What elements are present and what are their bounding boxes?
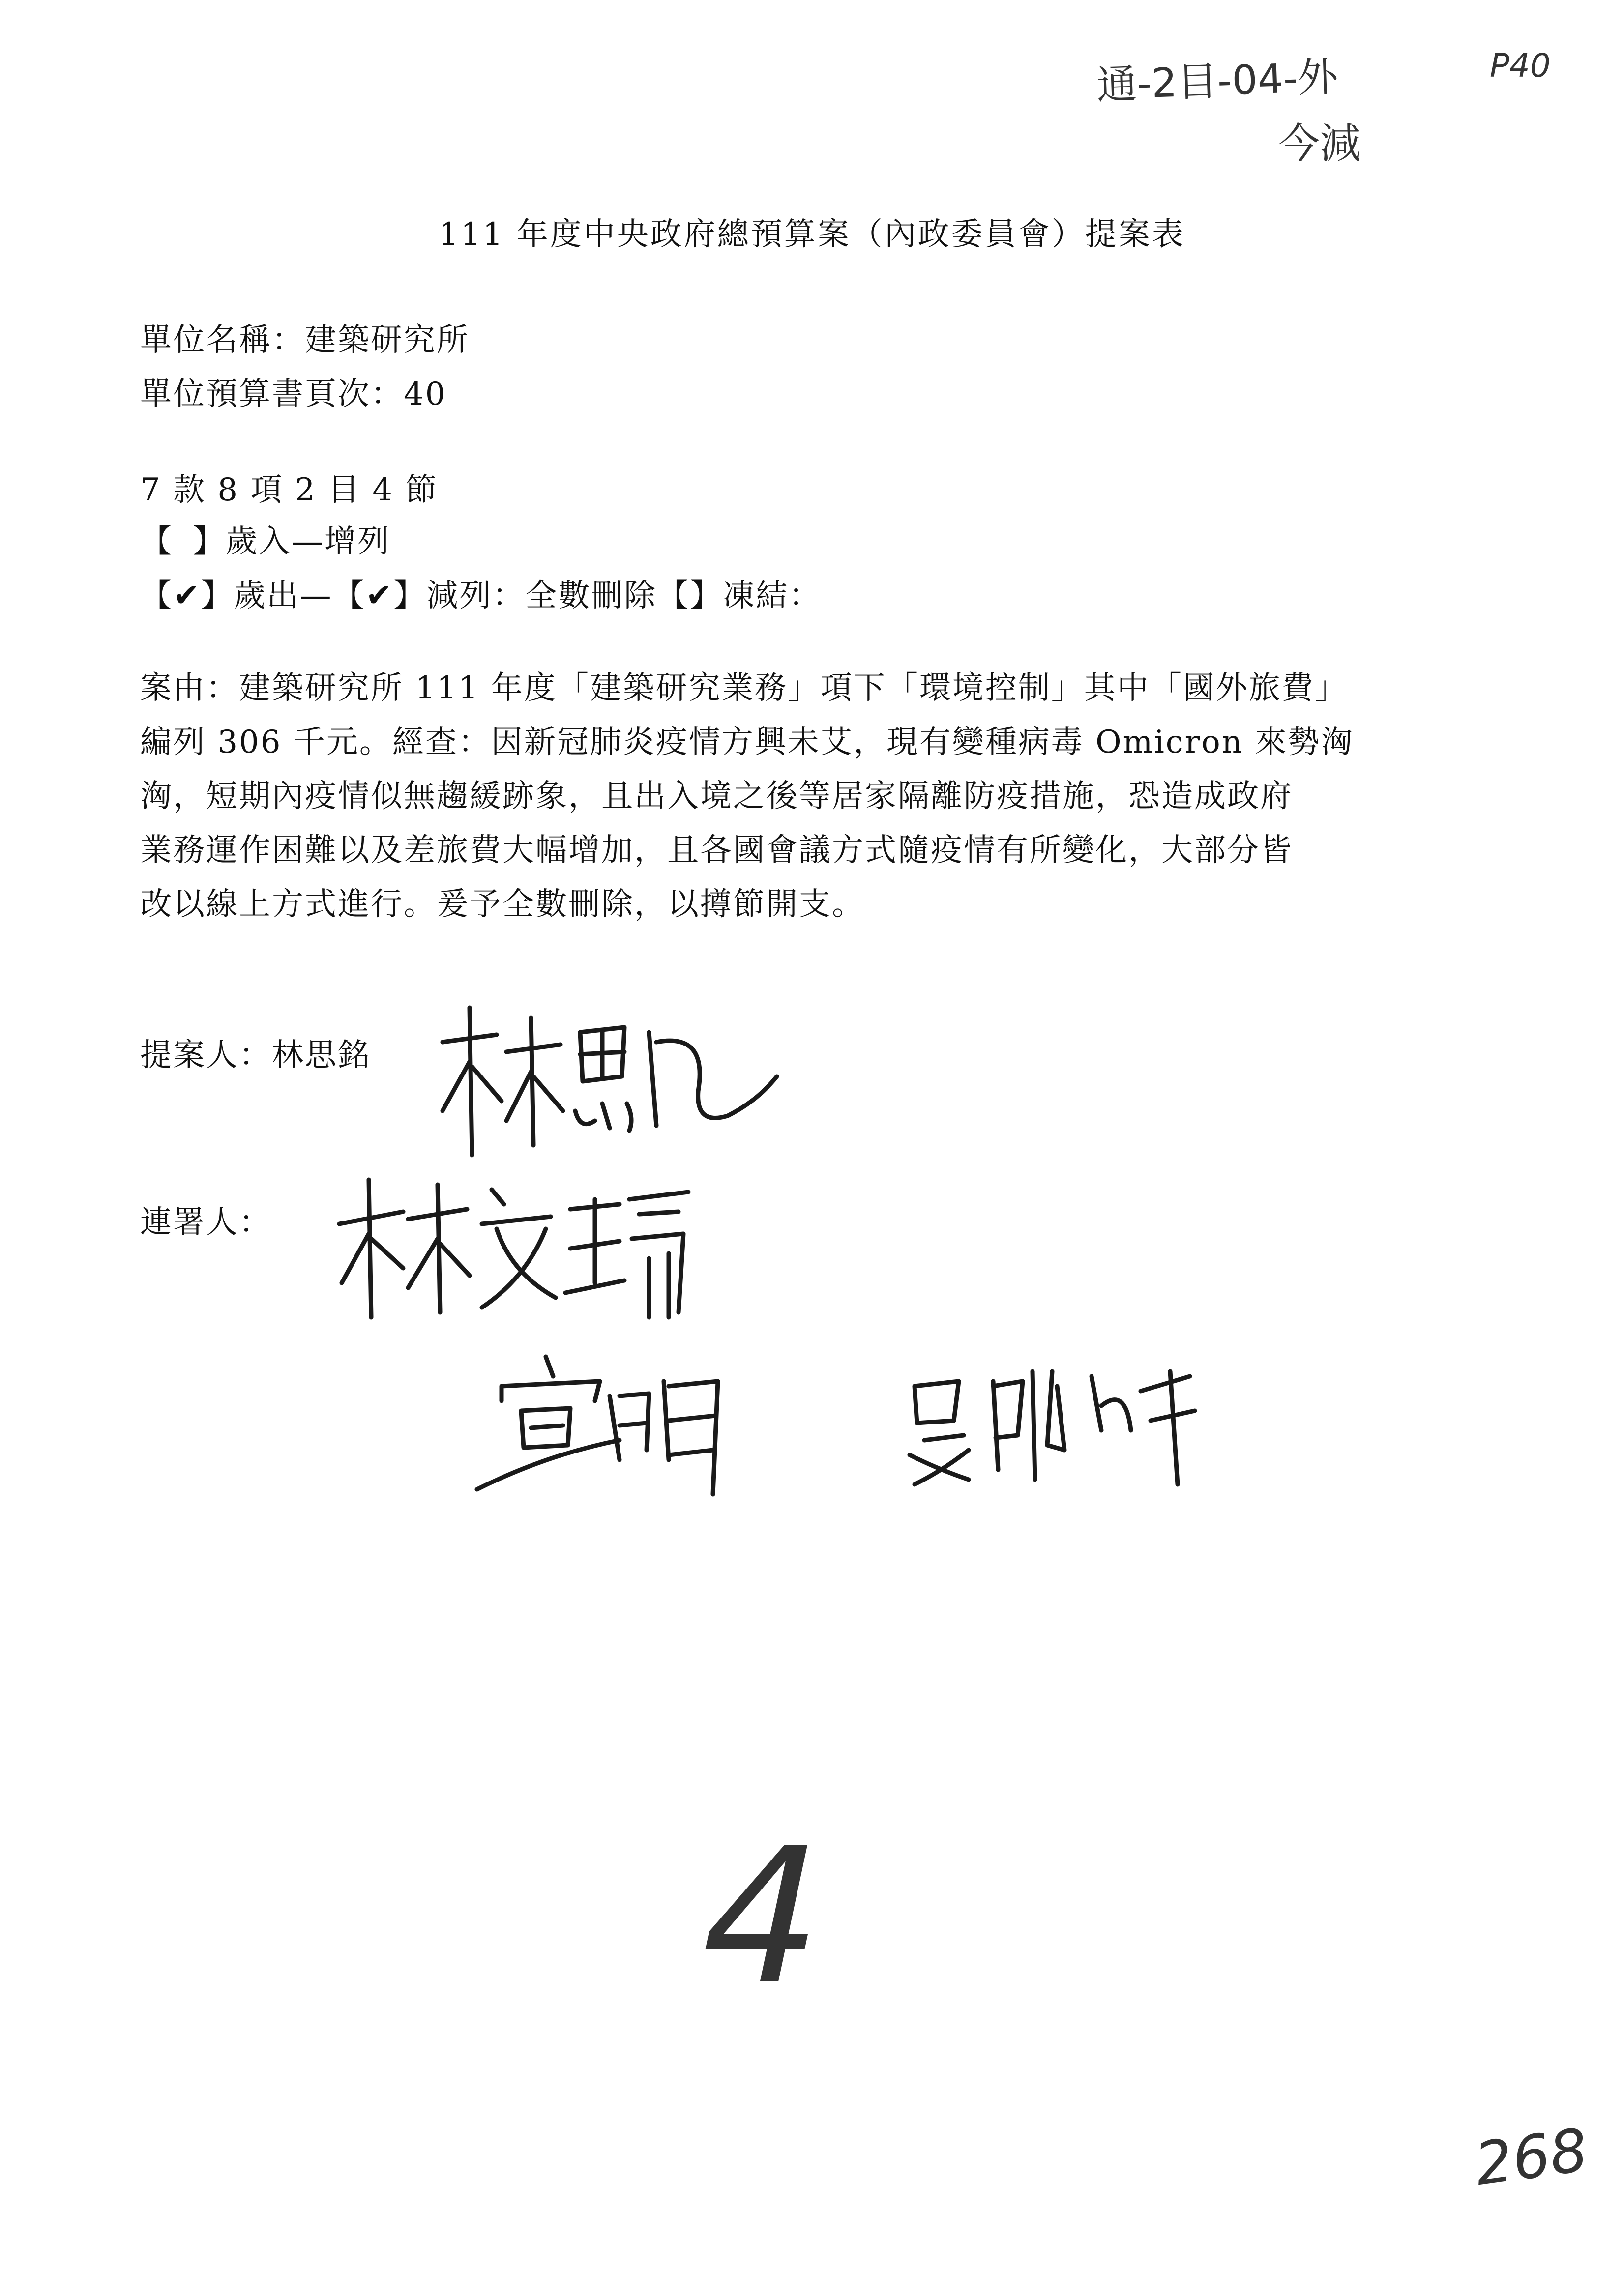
revenue-bracket-open: 【 [140,523,173,560]
reduce-check-icon: ✔ [365,578,394,614]
expenditure-check-icon: ✔ [173,578,201,614]
expenditure-bracket-open: 【 [140,578,173,614]
reduce-label: 減列：全數刪除 [426,578,657,614]
cosigner-signature-3 [895,1357,1210,1494]
case-line: 改以線上方式進行。爰予全數刪除，以撙節開支。 [140,886,865,923]
top-note-annotation: 今減 [1278,119,1361,168]
reduce-bracket-close: 】 [393,578,427,614]
case-line: 案由：建築研究所 111 年度「建築研究業務」項下「環境控制」其中「國外旅費」 [140,670,1348,706]
reduce-bracket-open: 【 [332,578,366,614]
proposer-label: 提案人：林思銘 [140,1037,371,1074]
case-line: 編列 306 千元。經查：因新冠肺炎疫情方興未艾，現有變種病毒 Omicron 來勢洶 [140,724,1354,760]
unit-budget-page: 單位預算書頁次：40 [140,376,447,412]
revenue-label: 歲入—增列 [226,523,390,560]
expenditure-label: 歲出— [234,578,333,614]
unit-name: 單位名稱：建築研究所 [140,322,470,358]
expenditure-bracket-close: 】 [201,578,234,614]
case-paragraph [140,661,1477,931]
budget-code: 7 款 8 項 2 目 4 節 [140,472,439,508]
freeze-bracket: 【】 [657,578,723,614]
page-reference-annotation: P40 [1490,47,1551,85]
case-line: 洶，短期內疫情似無趨緩跡象，且出入境之後等居家隔離防疫措施，恐造成政府 [140,778,1293,814]
case-line: 業務運作困難以及差旅費大幅增加，且各國會議方式隨疫情有所變化，大部分皆 [140,832,1293,869]
cosigner-signature-2 [472,1347,777,1509]
corner-handwritten-number: 268 [1471,2116,1592,2200]
top-code-annotation: 通-2目-04-外 [1095,54,1339,109]
freeze-label: 凍結： [723,578,822,614]
cosigners-label: 連署人： [140,1204,272,1241]
page-title: 111 年度中央政府總預算案（內政委員會）提案表 [439,216,1185,253]
cosigner-signature-1 [334,1170,698,1332]
proposer-signature [433,998,787,1165]
revenue-row [140,516,390,561]
revenue-bracket-close: 】 [193,523,226,560]
large-handwritten-number: 4 [680,1808,845,2026]
expenditure-row [140,570,822,615]
